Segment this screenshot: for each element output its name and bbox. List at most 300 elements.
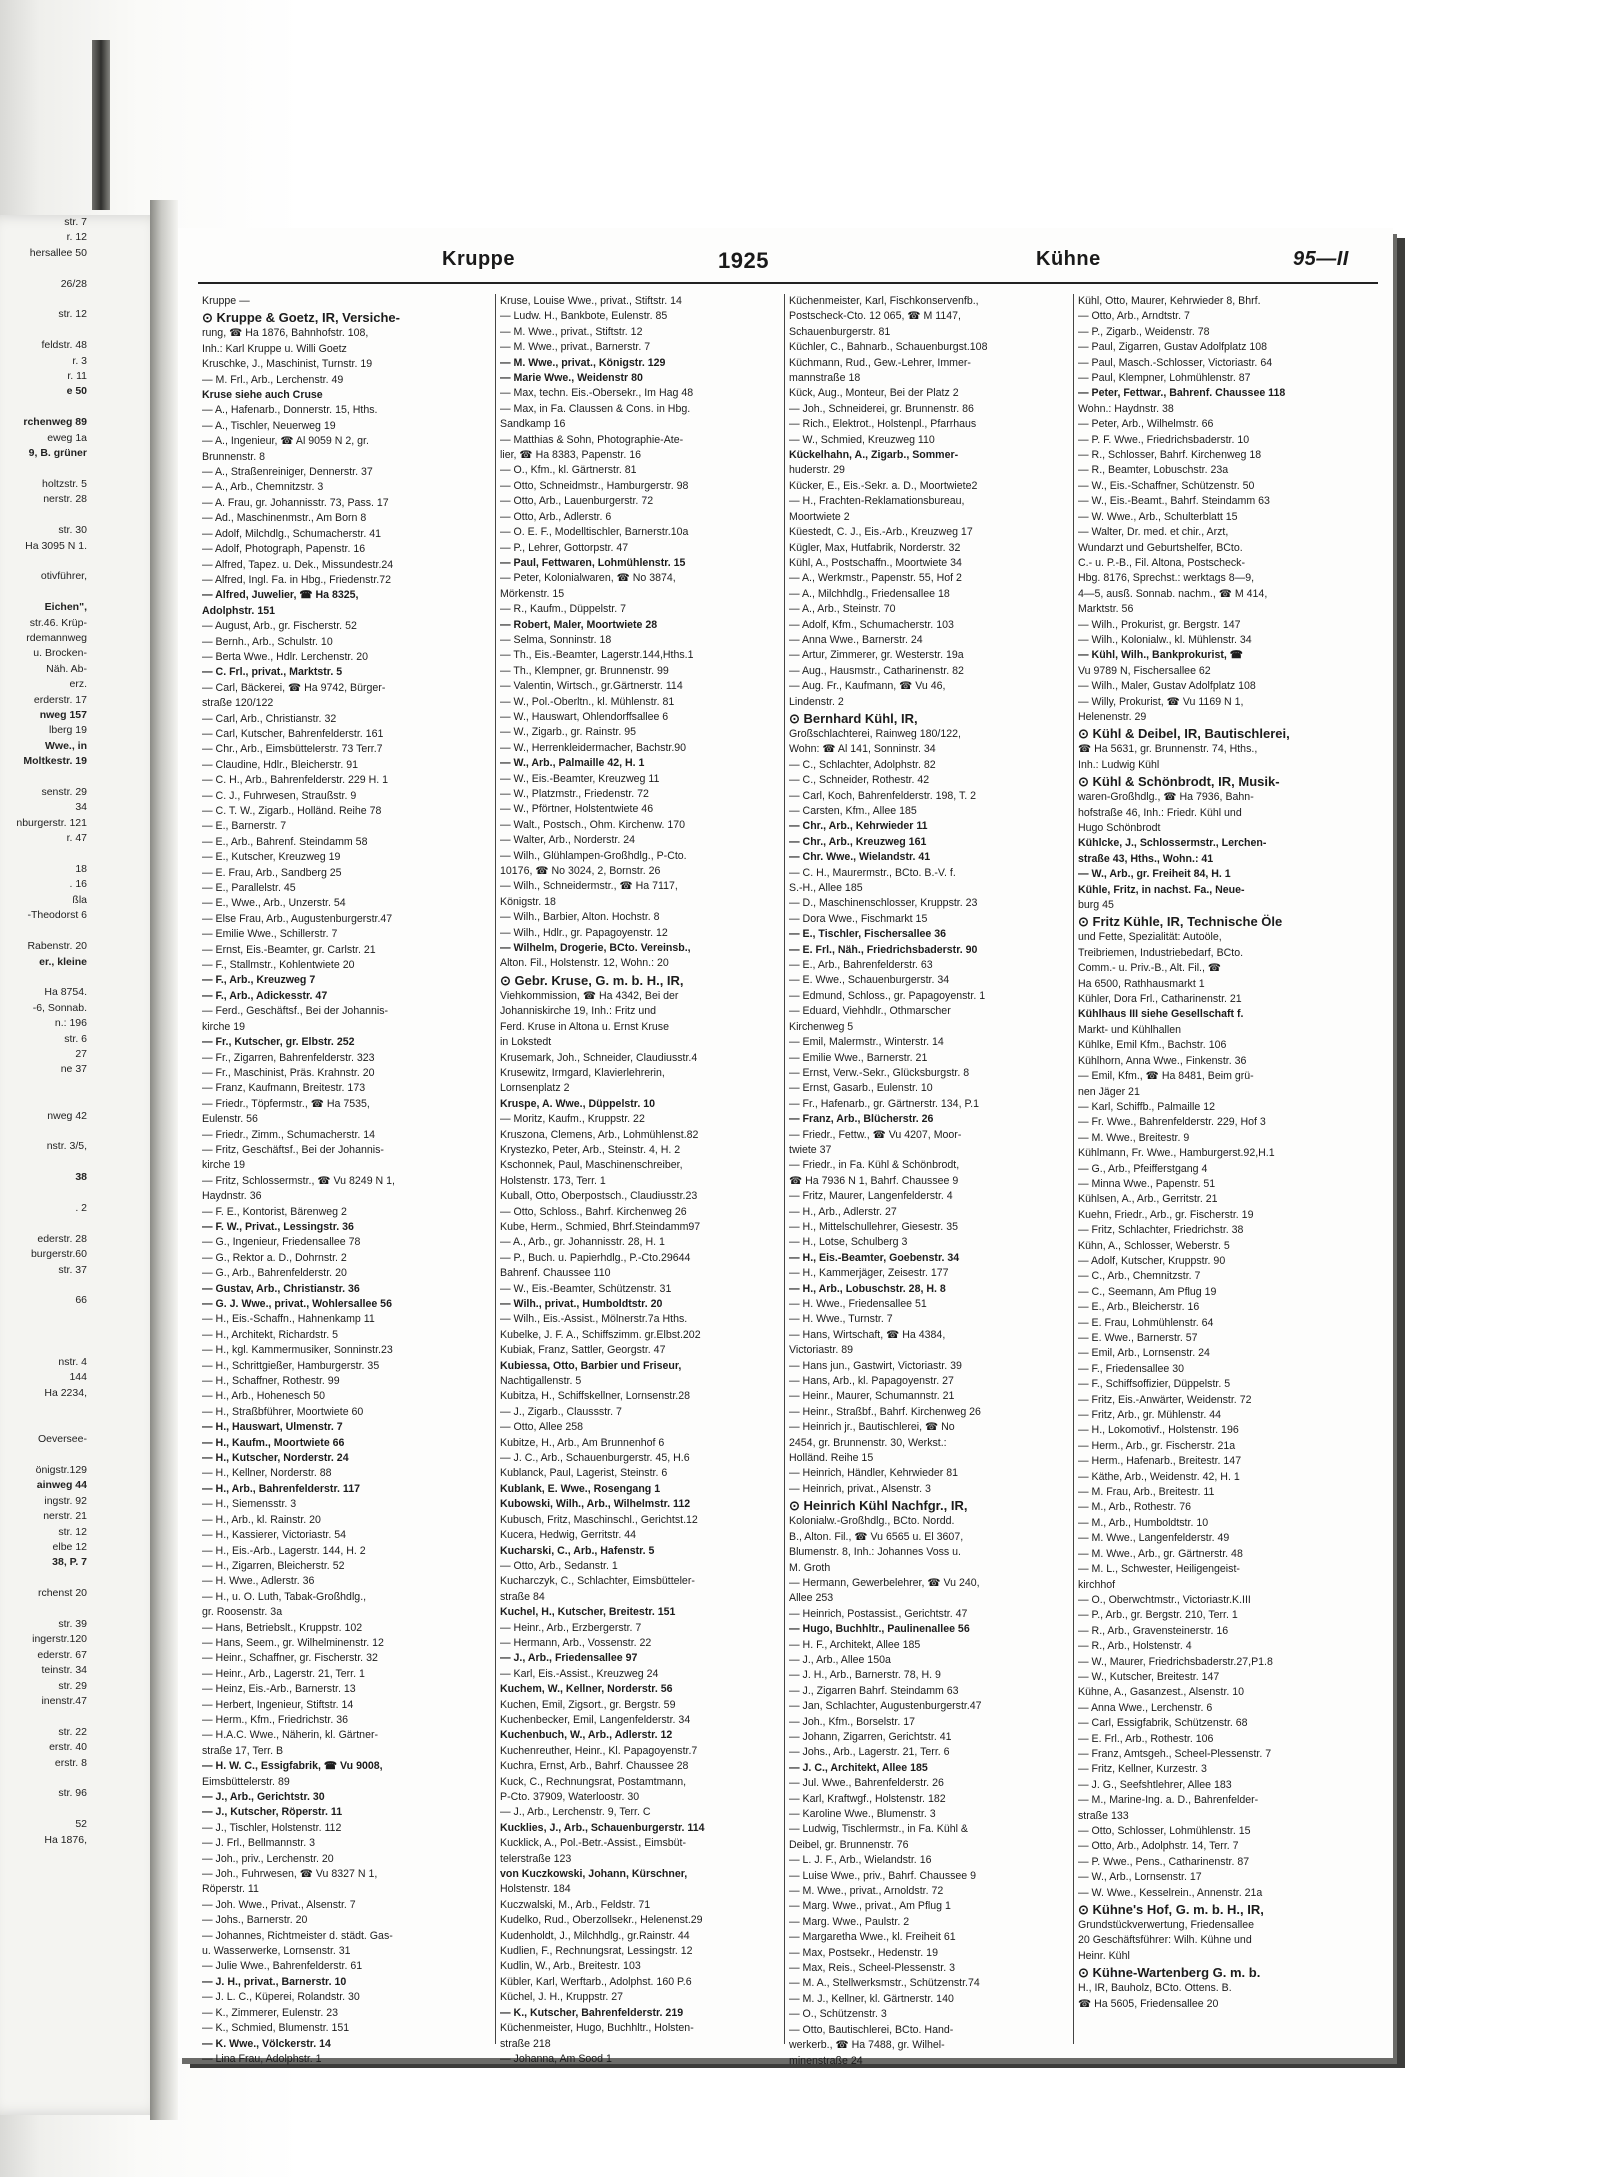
directory-entry: Markt- und Kühlhallen xyxy=(1078,1023,1182,1036)
directory-entry: — H., Eis.-Beamter, Goebenstr. 34 xyxy=(789,1251,960,1264)
directory-entry: — W., Eis.-Beamter, Schützenstr. 31 xyxy=(500,1282,672,1295)
directory-entry: — Fritz, Kellner, Kurzestr. 3 xyxy=(1078,1763,1207,1776)
directory-entry: — Walter, Dr. med. et chir., Arzt, xyxy=(1078,526,1229,539)
directory-entry: Viehkommission, ☎ Ha 4342, Bei der xyxy=(500,989,679,1002)
left-page-text-fragment: str. 39 xyxy=(58,1617,87,1630)
left-page-fragment xyxy=(0,215,168,2115)
directory-entry: — Artur, Zimmerer, gr. Westerstr. 19a xyxy=(789,649,964,662)
directory-entry: Kühler, Dora Frl., Catharinenstr. 21 xyxy=(1078,993,1242,1006)
directory-entry: — W., Maurer, Friedrichsbaderstr.27,P1.8 xyxy=(1078,1655,1273,1668)
directory-entry: 4—5, ausß. Sonnab. nachm., ☎ M 414, xyxy=(1078,587,1268,600)
directory-entry: — Minna Wwe., Papenstr. 51 xyxy=(1078,1177,1216,1190)
directory-entry: — E., Tischler, Fischersallee 36 xyxy=(789,928,947,941)
left-page-text-fragment: lberg 19 xyxy=(49,724,87,737)
directory-entry: — Max, Postsekr., Hedenstr. 19 xyxy=(789,1946,938,1959)
directory-entry: — Joh., Kfm., Borselstr. 17 xyxy=(789,1715,915,1728)
left-page-text-fragment: rchenweg 89 xyxy=(23,416,87,429)
left-page-text-fragment: er., kleine xyxy=(39,955,87,968)
directory-entry: Postscheck-Cto. 12 065, ☎ M 1147, xyxy=(789,310,961,323)
directory-entry: — J., Arb., Gerichtstr. 30 xyxy=(202,1791,325,1803)
directory-entry: Lornsenplatz 2 xyxy=(500,1082,570,1095)
left-page-text-fragment xyxy=(0,462,165,477)
directory-entry: — Otto, Schneidmstr., Hamburgerstr. 98 xyxy=(500,479,689,492)
directory-entry: — O., Oberwchtmstr., Victoriastr.K.III xyxy=(1078,1593,1251,1606)
directory-entry: — Carl, Koch, Bahrenfelderstr. 198, T. 2 xyxy=(789,789,977,802)
directory-entry: — Carl, Essigfabrik, Schützenstr. 68 xyxy=(1078,1717,1248,1730)
directory-entry: — A., Hafenarb., Donnerstr. 15, Hths. xyxy=(202,404,378,417)
directory-entry: — A., Ingenieur, ☎ Al 9059 N 2, gr. xyxy=(202,435,369,448)
directory-entry: — Alfred, Juwelier, ☎ Ha 8325, xyxy=(202,589,359,602)
directory-entry: — Max, in Fa. Claussen & Cons. in Hbg. xyxy=(500,402,691,415)
directory-entry: Moortwiete 2 xyxy=(789,510,850,523)
directory-entry: straße 133 xyxy=(1078,1809,1129,1822)
directory-entry: — Wilh., Glühlampen-Großhdlg., P-Cto. xyxy=(500,849,687,862)
directory-entry: C.- u. P.-B., Fil. Altona, Postscheck- xyxy=(1078,556,1246,569)
directory-entry: Kühl, A., Postschaffn., Moortwiete 34 xyxy=(789,556,962,569)
directory-entry: — Alfred, Ingl. Fa. in Hbg., Friedenstr.72 xyxy=(202,573,392,586)
directory-entry: — Joh. Wwe., Privat., Alsenstr. 7 xyxy=(202,1898,356,1911)
directory-entry: — Joh., priv., Lerchenstr. 20 xyxy=(202,1852,334,1865)
left-page-text-fragment: 9, B. grüner xyxy=(28,447,87,460)
directory-entry: — Hermann, Gewerbelehrer, ☎ Vu 240, xyxy=(789,1576,980,1589)
directory-entry: — E., Arb., Bahrenfelderstr. 63 xyxy=(789,959,933,972)
directory-entry: — Fr., Zigarren, Bahrenfelderstr. 323 xyxy=(202,1051,375,1064)
directory-entry: Holstenstr. 184 xyxy=(500,1883,571,1896)
directory-entry: Kuball, Otto, Oberpostsch., Claudiusstr.23 xyxy=(500,1190,698,1203)
directory-entry: Kübler, Karl, Werftarb., Adolphst. 160 P.6 xyxy=(500,1975,692,1988)
directory-entry: straße 17, Terr. B xyxy=(202,1744,284,1757)
left-page-text-fragment: r. 47 xyxy=(66,832,87,845)
directory-entry: — Karl, Schiffb., Palmaille 12 xyxy=(1078,1100,1215,1113)
directory-entry: — W., Eis.-Beamt., Bahrf. Steindamm 63 xyxy=(1078,495,1270,508)
directory-entry: — P. Wwe., Pens., Catharinenstr. 87 xyxy=(1078,1855,1250,1868)
directory-entry: — Walt., Postsch., Ohm. Kirchenw. 170 xyxy=(500,818,686,831)
directory-entry: — C. T. W., Zigarb., Holländ. Reihe 78 xyxy=(202,805,382,817)
left-page-text-fragment: nweg 42 xyxy=(47,1109,87,1122)
directory-entry: — Johannes, Richtmeister d. städt. Gas- xyxy=(202,1929,393,1942)
directory-entry: Kschonnek, Paul, Maschinenschreiber, xyxy=(500,1159,683,1172)
directory-entry: — Fritz, Schlachter, Friedrichstr. 38 xyxy=(1078,1224,1244,1237)
directory-entry: M. Groth xyxy=(789,1561,831,1574)
directory-entry: — Heinrich, Händler, Kehrwieder 81 xyxy=(789,1467,958,1480)
directory-entry: — Otto, Arb., Sedanstr. 1 xyxy=(500,1559,618,1572)
left-page-text-fragment: str. 96 xyxy=(58,1787,87,1800)
directory-entry: ⊙ Fritz Kühle, IR, Technische Öle xyxy=(1078,914,1283,930)
directory-entry: Kühlhaus III siehe Gesellschaft f. xyxy=(1078,1008,1244,1021)
directory-entry: — H., Hauswart, Ulmenstr. 7 xyxy=(202,1421,343,1434)
directory-entry: — Eduard, Viehhdlr., Othmarscher xyxy=(789,1005,951,1018)
directory-entry: Kücker, E., Eis.-Sekr. a. D., Moortwiete2 xyxy=(789,479,978,492)
directory-entry: Kublank, E. Wwe., Rosengang 1 xyxy=(500,1482,661,1495)
directory-entry: — Matthias & Sohn, Photographie-Ate- xyxy=(500,433,684,446)
left-page-text-fragment xyxy=(0,292,165,307)
directory-entry: — Herm., Arb., gr. Fischerstr. 21a xyxy=(1078,1439,1236,1452)
directory-entry: — Joh., Schneiderei, gr. Brunnenstr. 86 xyxy=(789,402,974,415)
left-page-text-fragment xyxy=(0,1602,165,1617)
left-page-text-fragment xyxy=(0,1309,165,1324)
left-page-text-fragment xyxy=(0,1124,165,1139)
directory-entry: Holstenstr. 173, Terr. 1 xyxy=(500,1174,606,1187)
directory-entry: — Anna Wwe., Lerchenstr. 6 xyxy=(1078,1701,1213,1714)
directory-entry: — Ernst, Verw.-Sekr., Glücksburgstr. 8 xyxy=(789,1066,970,1079)
left-page-text-fragment xyxy=(0,847,165,862)
directory-entry: — P., Arb., gr. Bergstr. 210, Terr. 1 xyxy=(1078,1609,1238,1622)
directory-entry: — Emil, Kfm., ☎ Ha 8481, Beim grü- xyxy=(1078,1070,1254,1083)
directory-entry: Kühlcke, J., Schlossermstr., Lerchen- xyxy=(1078,837,1267,850)
directory-entry: — H. Wwe., Adlerstr. 36 xyxy=(202,1575,315,1588)
directory-entry: — Th., Eis.-Beamter, Lagerstr.144,Hths.1 xyxy=(500,649,694,662)
directory-entry: ⊙ Kühne's Hof, G. m. b. H., IR, xyxy=(1078,1902,1264,1918)
directory-entry: Kubiak, Franz, Sattler, Georgstr. 47 xyxy=(500,1344,666,1357)
directory-entry: — O., Kfm., kl. Gärtnerstr. 81 xyxy=(500,464,637,477)
left-page-text-fragment: str. 37 xyxy=(58,1263,87,1276)
left-page-text-fragment: nstr. 3/5, xyxy=(46,1140,87,1153)
directory-entry: — C. Frl., privat., Marktstr. 5 xyxy=(202,666,343,679)
left-page-text-fragment: -6, Sonnab. xyxy=(32,1001,87,1014)
directory-entry: Helenenstr. 29 xyxy=(1078,710,1147,723)
directory-entry: — J. H., privat., Barnerstr. 10 xyxy=(202,1975,347,1988)
directory-entry: — Fritz, Maurer, Langenfelderstr. 4 xyxy=(789,1190,953,1203)
directory-entry: — E., Arb., Bleicherstr. 16 xyxy=(1078,1301,1200,1314)
column-3 xyxy=(784,294,1077,2067)
directory-entry: — M. L., Schwester, Heiligengeist- xyxy=(1078,1563,1240,1576)
left-page-text-fragment: nweg 157 xyxy=(39,709,87,721)
directory-entry: — A., Tischler, Neuerweg 19 xyxy=(202,419,336,432)
directory-entry: — Chr. Wwe., Wielandstr. 41 xyxy=(789,851,931,864)
left-page-text-fragment: 38 xyxy=(75,1171,87,1184)
directory-entry: Kuczwalski, M., Arb., Feldstr. 71 xyxy=(500,1898,651,1911)
directory-entry: — P., Buch. u. Papierhdlg., P.-Cto.29644 xyxy=(500,1251,691,1264)
directory-entry: — M. Frau, Arb., Breitestr. 11 xyxy=(1078,1486,1215,1499)
directory-entry: kirche 19 xyxy=(202,1159,245,1172)
directory-entry: — W. Wwe., Arb., Schulterblatt 15 xyxy=(1078,510,1238,523)
directory-entry: Allee 253 xyxy=(789,1592,834,1605)
directory-entry: — D., Maschinenschlosser, Kruppstr. 23 xyxy=(789,897,978,910)
directory-entry: — Wilh., privat., Humboldtstr. 20 xyxy=(500,1298,663,1310)
directory-entry: — H. Wwe., Turnstr. 7 xyxy=(789,1313,893,1326)
left-page-text-fragment: 52 xyxy=(75,1818,87,1831)
left-page-text-fragment: str.46. Krüp- xyxy=(29,616,87,629)
directory-entry: — Chr., Arb., Eimsbüttelerstr. 73 Terr.7 xyxy=(202,743,383,756)
directory-entry: — Hermann, Arb., Vossenstr. 22 xyxy=(500,1636,652,1649)
directory-entry: — Willy, Prokurist, ☎ Vu 1169 N 1, xyxy=(1078,695,1244,708)
left-page-text-fragment xyxy=(0,1186,165,1201)
directory-entry: — H. F., Architekt, Allee 185 xyxy=(789,1638,921,1651)
directory-entry: — W., Platzmstr., Friedenstr. 72 xyxy=(500,788,649,800)
directory-entry: — P. F. Wwe., Friedrichsbaderstr. 10 xyxy=(1078,433,1250,446)
left-page-text-fragment: str. 30 xyxy=(58,524,87,537)
directory-entry: — W., Arb., Palmaille 42, H. 1 xyxy=(500,757,645,770)
directory-entry: — C., Schneider, Rothestr. 42 xyxy=(789,774,930,787)
directory-entry: — M. Wwe., privat., Barnerstr. 7 xyxy=(500,341,651,354)
directory-entry: Victoriastr. 89 xyxy=(789,1344,853,1357)
directory-entry: Küchenmeister, Karl, Fischkonservenfb., xyxy=(789,295,979,307)
directory-entry: — Emilie Wwe., Barnerstr. 21 xyxy=(789,1051,928,1064)
directory-entry: P-Cto. 37909, Waterloostr. 30 xyxy=(500,1791,640,1803)
directory-entry: — M., Arb., Rothestr. 76 xyxy=(1078,1501,1192,1514)
directory-entry: — E. Frau, Arb., Sandberg 25 xyxy=(202,866,342,879)
directory-entry: — J., Zigarb., Claussstr. 7 xyxy=(500,1405,622,1418)
directory-entry: Vu 9789 N, Fischersallee 62 xyxy=(1078,664,1211,677)
directory-entry: Kubiessa, Otto, Barbier und Friseur, xyxy=(500,1359,682,1372)
left-page-text-fragment: r. 12 xyxy=(66,231,87,244)
directory-entry: Wohn.: Haydnstr. 38 xyxy=(1078,402,1174,415)
directory-entry: — F., Arb., Kreuzweg 7 xyxy=(202,974,316,987)
directory-entry: kirche 19 xyxy=(202,1020,245,1033)
directory-entry: Hbg. 8176, Sprechst.: werktags 8—9, xyxy=(1078,572,1255,585)
directory-entry: Eimsbüttelerstr. 89 xyxy=(202,1775,290,1788)
directory-entry: — W., Arb., Lornsenstr. 17 xyxy=(1078,1871,1202,1884)
column-2 xyxy=(495,294,788,2065)
directory-entry: Kruspe, A. Wwe., Düppelstr. 10 xyxy=(500,1097,656,1110)
directory-entry: — Heinrich jr., Bautischlerei, ☎ No xyxy=(789,1421,955,1434)
directory-entry: Kubowski, Wilh., Arb., Wilhelmstr. 112 xyxy=(500,1498,691,1511)
directory-entry: — Hans jun., Gastwirt, Victoriastr. 39 xyxy=(789,1359,962,1372)
left-page-text-fragment: erstr. 40 xyxy=(49,1741,87,1754)
directory-entry: — Otto, Arb., Arndtstr. 7 xyxy=(1078,310,1190,323)
left-page-text-fragment: 144 xyxy=(69,1371,87,1384)
directory-entry: — Margaretha Wwe., kl. Freiheit 61 xyxy=(789,1931,956,1944)
directory-entry: — Paul, Klempner, Lohmühlenstr. 87 xyxy=(1078,372,1251,385)
directory-entry: — W., Arb., gr. Freiheit 84, H. 1 xyxy=(1078,868,1231,881)
directory-entry: Kuchem, W., Kellner, Norderstr. 56 xyxy=(500,1683,673,1696)
left-page-text-fragment: rdemannweg xyxy=(26,631,87,644)
directory-entry: — H., Schaffner, Rothestr. 99 xyxy=(202,1375,340,1388)
directory-entry: — J., Kutscher, Röperstr. 11 xyxy=(202,1806,343,1819)
directory-entry: — J. C., Architekt, Allee 185 xyxy=(789,1761,928,1774)
directory-entry: — Jan, Schlachter, Augustenburgerstr.47 xyxy=(789,1700,982,1713)
directory-entry: — K., Zimmerer, Eulenstr. 23 xyxy=(202,2006,338,2019)
directory-entry: — M. Wwe., Langenfelderstr. 49 xyxy=(1078,1532,1230,1545)
directory-entry: — O. E. F., Modelltischler, Barnerstr.10a xyxy=(500,526,689,539)
left-page-text-fragment: otivführer, xyxy=(40,570,87,583)
directory-entry: Kucklick, A., Pol.-Betr.-Assist., Eimsbüt- xyxy=(500,1837,687,1850)
left-page-text-fragment: hersallee 50 xyxy=(29,246,87,259)
directory-entry: — Otto, Bautischlerei, BCto. Hand- xyxy=(789,2023,954,2036)
directory-entry: — Otto, Schlosser, Lohmühlenstr. 15 xyxy=(1078,1825,1251,1837)
directory-entry: — Fr., Maschinist, Präs. Krahnstr. 20 xyxy=(202,1066,375,1079)
left-page-text-fragment xyxy=(0,1216,165,1231)
directory-entry: — M. Frl., Arb., Lerchenstr. 49 xyxy=(202,373,344,386)
directory-entry: Nachtigallenstr. 5 xyxy=(500,1375,582,1388)
directory-entry: — Herm., Hafenarb., Breitestr. 147 xyxy=(1078,1455,1242,1468)
directory-entry: — Fritz, Geschäftsf., Bei der Johannis- xyxy=(202,1143,384,1156)
directory-entry: — H., Lokomotivf., Holstenstr. 196 xyxy=(1078,1424,1239,1437)
directory-entry: burg 45 xyxy=(1078,899,1114,912)
left-page-text-fragment xyxy=(0,1340,165,1355)
directory-entry: Kühn, A., Schlosser, Weberstr. 5 xyxy=(1078,1239,1230,1252)
directory-entry: — R., Kaufm., Düppelstr. 7 xyxy=(500,603,626,616)
left-page-text-fragment: Ha 8754. xyxy=(44,986,87,999)
directory-entry: von Kuczkowski, Johann, Kürschner, xyxy=(500,1868,688,1881)
directory-entry: Kuchenreuther, Heinr., Kl. Papagoyenstr.7 xyxy=(500,1744,698,1757)
directory-entry: — F., Arb., Adickesstr. 47 xyxy=(202,989,328,1002)
left-page-text-fragment: 38, P. 7 xyxy=(52,1556,87,1569)
directory-entry: — A., Arb., gr. Johannisstr. 28, H. 1 xyxy=(500,1236,665,1249)
directory-entry: — Marie Wwe., Weidenstr 80 xyxy=(500,372,643,385)
directory-entry: — Wilh., Hdlr., gr. Papagoyenstr. 12 xyxy=(500,926,668,939)
left-page-text-fragment: str. 12 xyxy=(58,308,87,321)
directory-entry: — H., Eis.-Arb., Lagerstr. 144, H. 2 xyxy=(202,1544,366,1557)
directory-entry: — Selma, Sonninstr. 18 xyxy=(500,633,612,646)
directory-entry: straße 84 xyxy=(500,1590,545,1603)
directory-entry: — H., Lotse, Schulberg 3 xyxy=(789,1236,908,1249)
directory-entry: — W. Wwe., Kesselrein., Annenstr. 21a xyxy=(1078,1886,1263,1899)
directory-entry: — Wilhelm, Drogerie, BCto. Vereinsb., xyxy=(500,942,691,955)
directory-entry: — R., Arb., Gravensteinerstr. 16 xyxy=(1078,1624,1229,1637)
left-page-text-fragment: 27 xyxy=(75,1047,87,1060)
directory-entry: — H., Siemensstr. 3 xyxy=(202,1498,297,1511)
directory-entry: — J., Arb., Friedensallee 97 xyxy=(500,1652,638,1665)
directory-entry: — Heinr., Maurer, Schumannstr. 21 xyxy=(789,1390,955,1403)
directory-entry: Eulenstr. 56 xyxy=(202,1113,258,1126)
directory-entry: Königstr. 18 xyxy=(500,895,556,908)
directory-entry: — C., Schlachter, Adolphstr. 82 xyxy=(789,758,936,771)
directory-entry: Küchmann, Rud., Gew.-Lehrer, Immer- xyxy=(789,356,971,369)
directory-entry: ⊙ Kühl & Deibel, IR, Bautischlerei, xyxy=(1078,726,1290,742)
directory-entry: Schauenburgerstr. 81 xyxy=(789,325,891,338)
directory-entry: — Karl, Kraftwgf., Holstenstr. 182 xyxy=(789,1792,946,1805)
directory-entry: — Heinr., Arb., Lagerstr. 21, Terr. 1 xyxy=(202,1667,365,1680)
left-page-text-fragment xyxy=(0,554,165,569)
directory-entry: — Johanna, Am Sood 1 xyxy=(500,2052,612,2065)
directory-entry: — H.A.C. Wwe., Näherin, kl. Gärtner- xyxy=(202,1729,379,1742)
directory-entry: mannstraße 18 xyxy=(789,372,861,385)
directory-entry: Deibel, gr. Brunnenstr. 76 xyxy=(789,1838,909,1851)
directory-entry: Holländ. Reihe 15 xyxy=(789,1452,874,1465)
directory-entry: H., IR, Bauholz, BCto. Ottens. B. xyxy=(1078,1982,1232,1995)
directory-entry: — Adolf, Photograph, Papenstr. 16 xyxy=(202,543,366,556)
directory-entry: — K. Wwe., Völckerstr. 14 xyxy=(202,2037,331,2050)
directory-entry: — H., Arb., Adlerstr. 27 xyxy=(789,1205,897,1218)
directory-entry: — P., Zigarb., Weidenstr. 78 xyxy=(1078,325,1210,338)
directory-entry: — Otto, Arb., Adolphstr. 14, Terr. 7 xyxy=(1078,1840,1239,1853)
directory-entry: Krystezko, Peter, Arb., Steinstr. 4, H. 2 xyxy=(500,1143,681,1156)
directory-entry: kirchhof xyxy=(1078,1578,1116,1591)
directory-entry: — Emil, Arb., Lornsenstr. 24 xyxy=(1078,1347,1210,1360)
directory-entry: — G., Ingenieur, Friedensallee 78 xyxy=(202,1236,361,1249)
directory-entry: Ferd. Kruse in Altona u. Ernst Kruse xyxy=(500,1020,669,1033)
directory-entry: — Peter, Arb., Wilhelmstr. 66 xyxy=(1078,418,1214,431)
directory-entry: Küchler, C., Bahnarb., Schauenburgst.108 xyxy=(789,341,988,354)
left-page-text-fragment xyxy=(0,970,165,985)
directory-entry: — K., Kutscher, Bahrenfelderstr. 219 xyxy=(500,2006,684,2019)
directory-entry: Wundarzt und Geburtshelfer, BCto. xyxy=(1078,541,1243,554)
directory-entry: — Heinr., Schaffner, gr. Fischerstr. 32 xyxy=(202,1652,378,1665)
directory-entry: Inh.: Ludwig Kühl xyxy=(1078,758,1160,771)
directory-entry: Kubelke, J. F. A., Schiffszimm. gr.Elbst.202 xyxy=(500,1328,701,1341)
directory-entry: — H., Arb., Bahrenfelderstr. 117 xyxy=(202,1482,360,1495)
directory-entry: — Heinz, Eis.-Arb., Barnerstr. 13 xyxy=(202,1683,356,1696)
directory-entry: — Fr. Wwe., Bahrenfelderstr. 229, Hof 3 xyxy=(1078,1116,1266,1129)
left-page-text-fragment: -Theodorst 6 xyxy=(27,909,87,922)
left-page-text-fragment: nstr. 4 xyxy=(58,1356,87,1369)
directory-entry: — Fritz, Schlossermstr., ☎ Vu 8249 N 1, xyxy=(202,1174,395,1187)
left-page-text-fragment: str. 22 xyxy=(58,1725,87,1738)
left-page-text-fragment: ainweg 44 xyxy=(36,1479,87,1492)
left-page-text-fragment: senstr. 29 xyxy=(41,786,87,799)
directory-entry: ⊙ Bernhard Kühl, IR, xyxy=(789,710,918,726)
directory-entry: — Marg. Wwe., privat., Am Pflug 1 xyxy=(789,1900,951,1913)
directory-entry: — F., Friedensallee 30 xyxy=(1078,1362,1184,1375)
directory-entry: — Friedr., Fettw., ☎ Vu 4207, Moor- xyxy=(789,1128,962,1141)
column-1 xyxy=(202,294,490,2065)
directory-entry: Kuck, C., Rechnungsrat, Postamtmann, xyxy=(500,1775,687,1788)
directory-entry: — C. J., Fuhrwesen, Straußstr. 9 xyxy=(202,789,357,802)
directory-entry: — G., Rektor a. D., Dohrnstr. 2 xyxy=(202,1251,347,1264)
left-page-text-fragment: Ha 2234, xyxy=(44,1386,87,1399)
directory-entry: Lindenstr. 2 xyxy=(789,695,844,708)
directory-entry: Grundstückverwertung, Friedensallee xyxy=(1078,1919,1255,1932)
directory-entry: — H., Schrittgießer, Hamburgerstr. 35 xyxy=(202,1359,380,1372)
left-page-text-fragment: nburgerstr. 121 xyxy=(16,816,87,829)
left-page-text-fragment: Ha 3095 N 1. xyxy=(25,539,87,552)
directory-entry: — Wilh., Barbier, Alton. Hochstr. 8 xyxy=(500,911,660,924)
directory-entry: Kruppe — xyxy=(202,295,250,307)
left-page-text-fragment: Wwe., in xyxy=(45,739,87,752)
directory-entry: — Kühl, Wilh., Bankprokurist, ☎ xyxy=(1078,649,1243,662)
directory-entry: — H., Arb., kl. Rainstr. 20 xyxy=(202,1513,321,1526)
left-page-text-fragment: elbe 12 xyxy=(52,1540,87,1553)
directory-entry: 10176, ☎ No 3024, 2, Bornstr. 26 xyxy=(500,865,661,878)
directory-entry: — Aug., Hausmstr., Catharinenstr. 82 xyxy=(789,664,964,677)
directory-entry: — W., Hauswart, Ohlendorffsallee 6 xyxy=(500,710,669,723)
directory-entry: Johanniskirche 19, Inh.: Fritz und xyxy=(500,1005,657,1018)
directory-entry: — J. G., Seefshtlehrer, Allee 183 xyxy=(1078,1778,1232,1791)
left-page-text-fragment: str. 12 xyxy=(58,1525,87,1538)
directory-entry: Kühlsen, A., Arb., Gerritstr. 21 xyxy=(1078,1193,1218,1206)
directory-entry: Krusemark, Joh., Schneider, Claudiusstr.4 xyxy=(500,1051,698,1064)
left-page-text-fragment xyxy=(0,1093,165,1108)
directory-entry: — C., Arb., Chemnitzstr. 7 xyxy=(1078,1270,1201,1283)
left-page-text-fragment xyxy=(0,1401,165,1416)
directory-entry: — W., Pförtner, Holstentwiete 46 xyxy=(500,803,654,816)
directory-entry: Inh.: Karl Kruppe u. Willi Goetz xyxy=(202,342,347,355)
directory-entry: — Ad., Maschinenmstr., Am Born 8 xyxy=(202,512,367,525)
directory-entry: B., Alton. Fil., ☎ Vu 6565 u. El 3607, xyxy=(789,1530,964,1543)
directory-entry: Kück, Aug., Monteur, Bei der Platz 2 xyxy=(789,387,959,400)
left-page-text-fragment: holtzstr. 5 xyxy=(42,477,87,490)
header-year: 1925 xyxy=(718,248,769,273)
directory-entry: — Rich., Elektrot., Holstenpl., Pfarrhaus xyxy=(789,418,977,431)
directory-entry: Kuchra, Ernst, Arb., Bahrf. Chaussee 28 xyxy=(500,1760,689,1773)
directory-entry: — W., Pol.-Oberltn., kl. Mühlenstr. 81 xyxy=(500,695,675,708)
directory-entry: — August, Arb., gr. Fischerstr. 52 xyxy=(202,620,357,633)
directory-entry: — H. W. C., Essigfabrik, ☎ Vu 9008, xyxy=(202,1760,383,1773)
directory-entry: — Dora Wwe., Fischmarkt 15 xyxy=(789,912,928,925)
left-page-text-fragment: 66 xyxy=(75,1294,87,1307)
directory-entry: — Carl, Arb., Christianstr. 32 xyxy=(202,712,337,725)
directory-entry: ⊙ Heinrich Kühl Nachfgr., IR, xyxy=(789,1498,968,1514)
directory-entry: — H., Kellner, Norderstr. 88 xyxy=(202,1467,332,1480)
directory-entry: — K., Schmied, Blumenstr. 151 xyxy=(202,2022,350,2035)
directory-entry: lier, ☎ Ha 8383, Papenstr. 16 xyxy=(500,449,641,462)
directory-entry: — Ernst, Eis.-Beamter, gr. Carlstr. 21 xyxy=(202,943,376,956)
directory-entry: — E. Frau, Lohmühlenstr. 64 xyxy=(1078,1316,1214,1329)
directory-entry: Ha 6500, Rathhausmarkt 1 xyxy=(1078,977,1205,990)
directory-entry: — M. Wwe., Breitestr. 9 xyxy=(1078,1131,1190,1144)
directory-entry: Kubitza, H., Schiffskellner, Lornsenstr.28 xyxy=(500,1390,691,1403)
directory-entry: — J. C., Arb., Schauenburgerstr. 45, H.6 xyxy=(500,1452,690,1465)
directory-entry: Kucera, Hedwig, Gerritstr. 44 xyxy=(500,1529,637,1542)
directory-entry: Kühne, A., Gasanzest., Alsenstr. 10 xyxy=(1078,1686,1245,1699)
directory-page xyxy=(178,228,1393,2067)
left-page-text-fragment: teinstr. 34 xyxy=(41,1664,87,1677)
directory-entry: — J. L. C., Küperei, Rolandstr. 30 xyxy=(202,1991,360,2004)
directory-entry: — W., Eis.-Beamter, Kreuzweg 11 xyxy=(500,772,660,785)
directory-entry: — Franz, Arb., Blücherstr. 26 xyxy=(789,1113,934,1126)
directory-entry: — Ferd., Geschäftsf., Bei der Johannis- xyxy=(202,1005,389,1018)
